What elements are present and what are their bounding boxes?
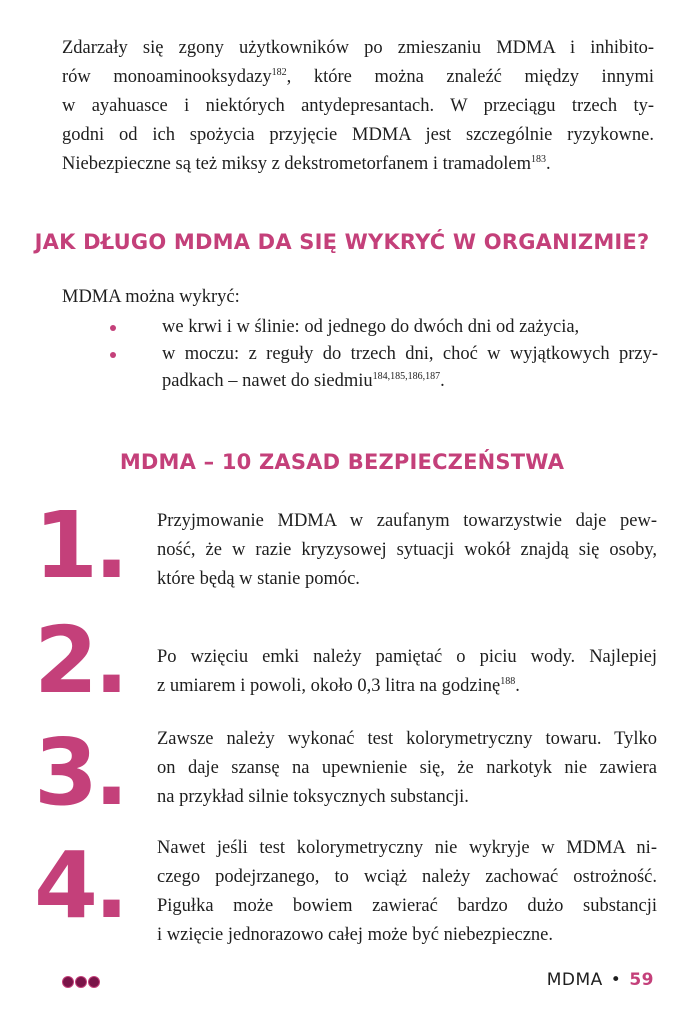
footer-separator: • bbox=[610, 970, 622, 990]
intro-line: rów monoaminooksydazy$^{182}$, które można znaleźć między innymi bbox=[62, 67, 654, 87]
intro-line: Zdarzały się zgony użytkowników po zmieszaniu MDMA i inhibito- bbox=[62, 38, 654, 58]
page-number: 59 bbox=[629, 970, 654, 990]
bullet-text: padkach – nawet do siedmiu$^{184,185,186,187}$. bbox=[162, 371, 445, 391]
detection-lead: MDMA można wykryć: bbox=[62, 287, 240, 307]
rule-number: 4. bbox=[34, 832, 125, 939]
intro-line: w ayahuasce i niektórych antydepresantach. W przeciągu trzech ty- bbox=[62, 96, 654, 116]
running-title: MDMA bbox=[546, 970, 603, 990]
intro-line: Niebezpieczne są też miksy z dekstrometorfanem i tramadolem$^{183}$. bbox=[62, 154, 551, 174]
rule-number: 2. bbox=[34, 607, 125, 714]
dot-icon bbox=[88, 976, 100, 988]
rule-text: Zawsze należy wykonać test kolorymetryczny towaru. Tylko on daje szansę na upewnienie się, że narkotyk nie zawiera na przykład silnie toksycznych substancji. bbox=[157, 729, 657, 807]
rule-text: Po wzięciu emki należy pamiętać o piciu wody. Najlepiej z umiarem i powoli, około 0,3 litra na godzinę$^{188}$. bbox=[157, 647, 657, 696]
list-item bbox=[110, 341, 660, 395]
section-heading-safety-rules: MDMA – 10 ZASAD BEZPIECZEŃSTWA bbox=[119, 450, 565, 474]
footnote-ref: 183 bbox=[531, 154, 546, 165]
bullet-text: w moczu: z reguły do trzech dni, choć w wyjątkowych przy- bbox=[162, 344, 658, 364]
footnote-ref: 184,185,186,187 bbox=[372, 371, 441, 382]
rule-number: 3. bbox=[34, 719, 125, 826]
intro-paragraph bbox=[62, 34, 654, 179]
rule-text: Przyjmowanie MDMA w zaufanym towarzystwie daje pew- ność, że w razie kryzysowej sytuacji wokół znajdą się osoby, które będą w stanie pomóc. bbox=[157, 511, 657, 589]
bullet-icon bbox=[110, 352, 116, 358]
footnote-ref: 188 bbox=[500, 676, 516, 687]
dot-icon bbox=[62, 976, 74, 988]
bullet-icon bbox=[110, 325, 116, 331]
page-footer bbox=[547, 970, 654, 990]
list-item bbox=[110, 314, 660, 341]
rule-number: 1. bbox=[34, 492, 125, 599]
bullet-text: we krwi i w ślinie: od jednego do dwóch dni od zażycia, bbox=[162, 317, 580, 337]
rule-text: Nawet jeśli test kolorymetryczny nie wykryje w MDMA ni- czego podejrzanego, to wciąż należy zachować ostrożność. Pigułka może bowiem zawierać bardzo dużo substancji i wzięcie jednorazowo całej może być niebezpieczne. bbox=[157, 838, 657, 945]
section-heading-detection: JAK DŁUGO MDMA DA SIĘ WYKRYĆ W ORGANIZMIE? bbox=[34, 230, 650, 254]
footer-decoration-dots bbox=[62, 975, 101, 993]
dot-icon bbox=[75, 976, 87, 988]
intro-line: godni od ich spożycia przyjęcie MDMA jest szczególnie ryzykowne. bbox=[62, 125, 654, 145]
footnote-ref: 182 bbox=[271, 67, 287, 78]
